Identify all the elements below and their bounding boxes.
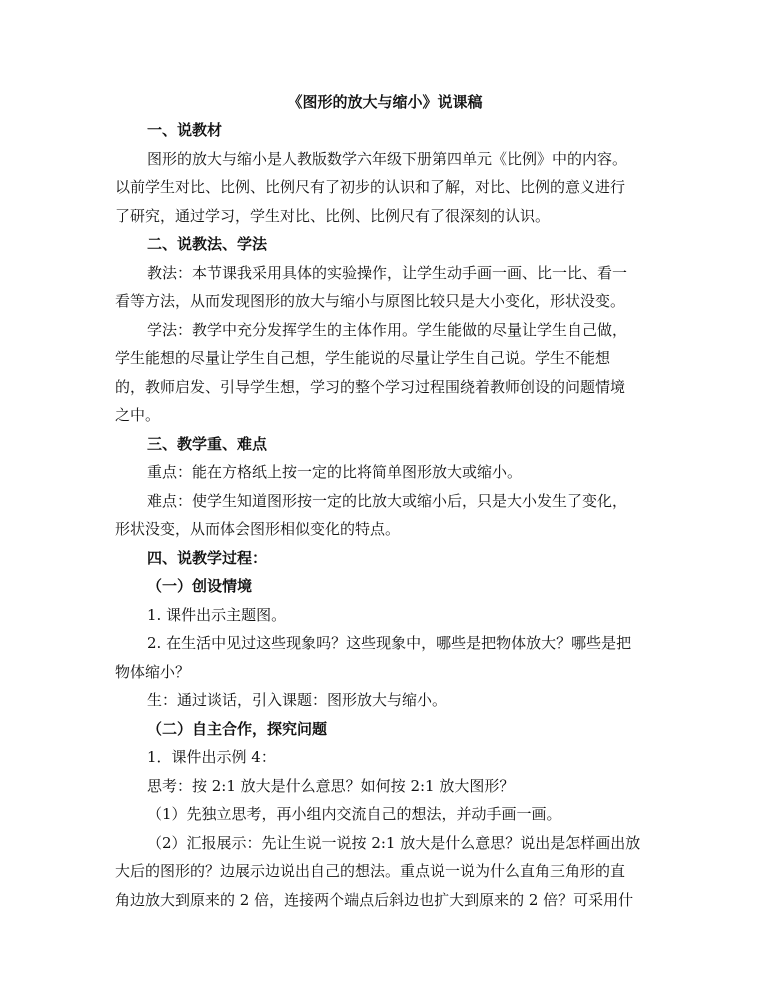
paragraph-line: 形状没变，从而体会图形相似变化的特点。	[115, 520, 401, 538]
paragraph-line: 1. 课件出示主题图。	[147, 605, 287, 624]
paragraph-line: 看等方法，从而发现图形的放大与缩小与原图比较只是大小变化，形状没变。	[115, 292, 626, 310]
section-heading: 一、说教材	[147, 121, 223, 139]
section-heading: 三、教学重、难点	[147, 434, 268, 453]
paragraph-line: 难点：使学生知道图形按一定的比放大或缩小后，只是大小发生了变化，	[147, 491, 628, 510]
paragraph-line: 了研究，通过学习，学生对比、比例、比例尺有了很深刻的认识。	[115, 206, 551, 225]
paragraph-line: 以前学生对比、比例、比例尺有了初步的认识和了解，对比、比例的意义进行	[115, 178, 626, 196]
section-heading: 四、说教学过程：	[147, 548, 268, 567]
paragraph-line: 2. 在生活中见过这些现象吗？这些现象中，哪些是把物体放大？哪些是把	[147, 634, 632, 652]
paragraph-line: 1．课件出示例 4：	[147, 748, 276, 766]
paragraph-line: 图形的放大与缩小是人教版数学六年级下册第四单元《比例》中的内容。	[147, 149, 628, 168]
paragraph-line: 大后的图形的？边展示边说出自己的想法。重点说一说为什么直角三角形的直	[115, 862, 626, 880]
paragraph-line: 教法：本节课我采用具体的实验操作，让学生动手画一画、比一比、看一	[147, 263, 628, 282]
paragraph-line: 思考：按 2:1 放大是什么意思？如何按 2:1 放大图形？	[147, 776, 515, 795]
section-heading: 二、说教法、学法	[147, 235, 268, 253]
paragraph-line: 角边放大到原来的 2 倍，连接两个端点后斜边也扩大到原来的 2 倍？可采用什	[115, 890, 634, 909]
paragraph-line: 学法：教学中充分发挥学生的主体作用。学生能做的尽量让学生自己做，	[147, 320, 628, 339]
paragraph-line: （1）先独立思考，再小组内交流自己的想法，并动手画一画。	[147, 805, 562, 823]
paragraph-line: 生：通过谈话，引入课题：图形放大与缩小。	[147, 691, 448, 709]
document-title: 《图形的放大与缩小》说课稿	[287, 93, 483, 111]
paragraph-line: 重点：能在方格纸上按一定的比将简单图形放大或缩小。	[147, 463, 523, 481]
document-body	[115, 116, 660, 914]
paragraph-line: 的，教师启发、引导学生想，学习的整个学习过程围绕着教师创设的问题情境	[115, 377, 626, 396]
paragraph-line: 之中。	[115, 406, 161, 424]
paragraph-line: 物体缩小？	[115, 662, 191, 681]
paragraph-line: （2）汇报展示：先让生说一说按 2:1 放大是什么意思？说出是怎样画出放	[147, 833, 641, 852]
section-heading: （二）自主合作，探究问题	[147, 719, 328, 738]
paragraph-line: 学生能想的尽量让学生自己想，学生能说的尽量让学生自己说。学生不能想	[115, 349, 611, 367]
section-heading: （一）创设情境	[147, 577, 253, 595]
